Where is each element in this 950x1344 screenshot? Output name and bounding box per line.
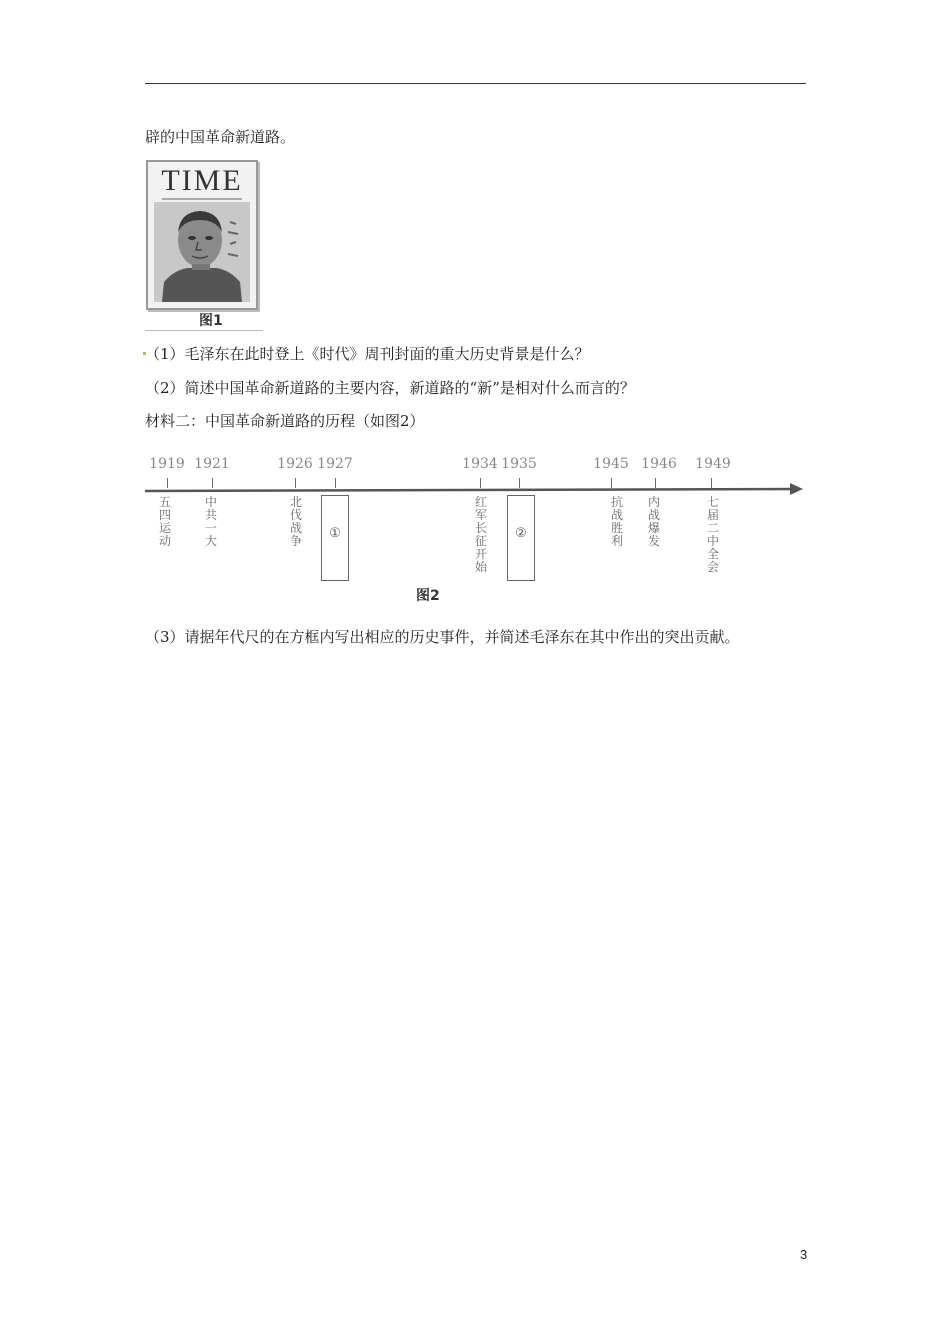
figure1-divider (145, 330, 263, 331)
event-civil-war: 内战爆发 (647, 495, 660, 548)
year-1926: 1926 (277, 456, 313, 472)
event-war-victory: 抗战胜利 (610, 495, 623, 548)
year-1934: 1934 (462, 456, 498, 472)
page-number: 3 (800, 1247, 808, 1262)
event-may-fourth: 五四运动 (158, 495, 171, 548)
portrait-image (154, 202, 250, 302)
header-rule (145, 83, 806, 84)
tick-1926 (295, 478, 296, 488)
box-1-label: ① (329, 526, 341, 541)
event-northern-expedition: 北伐战争 (289, 495, 302, 548)
year-1921: 1921 (194, 456, 230, 472)
year-1919: 1919 (149, 456, 185, 472)
answer-box-1[interactable] (321, 495, 349, 581)
tick-1949 (711, 478, 712, 488)
tick-1935 (519, 478, 520, 488)
year-1935: 1935 (501, 456, 537, 472)
year-1927: 1927 (317, 456, 353, 472)
figure2-caption: 图2 (416, 588, 440, 604)
box-2-label: ② (515, 526, 527, 541)
year-1945: 1945 (593, 456, 629, 472)
question-3: （3）请据年代尺的在方框内写出相应的历史事件，并简述毛泽东在其中作出的突出贡献。 (145, 628, 740, 646)
timeline-figure (145, 448, 805, 588)
tick-1919 (167, 478, 168, 488)
year-1946: 1946 (641, 456, 677, 472)
tick-1945 (611, 478, 612, 488)
question-1: （1）毛泽东在此时登上《时代》周刊封面的重大历史背景是什么？ (145, 345, 590, 363)
tick-1921 (212, 478, 213, 488)
figure1-caption: 图1 (199, 313, 223, 329)
tick-1946 (655, 478, 656, 488)
year-1949: 1949 (695, 456, 731, 472)
magazine-title: TIME (161, 164, 243, 197)
time-magazine-cover (146, 160, 258, 310)
continuation-text: 辟的中国革命新道路。 (145, 128, 296, 146)
question-2: （2）简述中国革命新道路的主要内容，新道路的“新”是相对什么而言的？ (145, 379, 635, 397)
event-long-march: 红军长征开始 (474, 495, 487, 574)
event-second-plenum: 七届二中全会 (706, 495, 719, 574)
portrait-illustration (154, 202, 250, 302)
masthead-rule (162, 198, 242, 200)
answer-box-2[interactable] (507, 495, 535, 581)
material-2-heading: 材料二：中国革命新道路的历程（如图2） (145, 412, 425, 430)
event-first-congress: 中共一大 (204, 495, 217, 548)
tick-1927 (335, 478, 336, 488)
tick-1934 (480, 478, 481, 488)
